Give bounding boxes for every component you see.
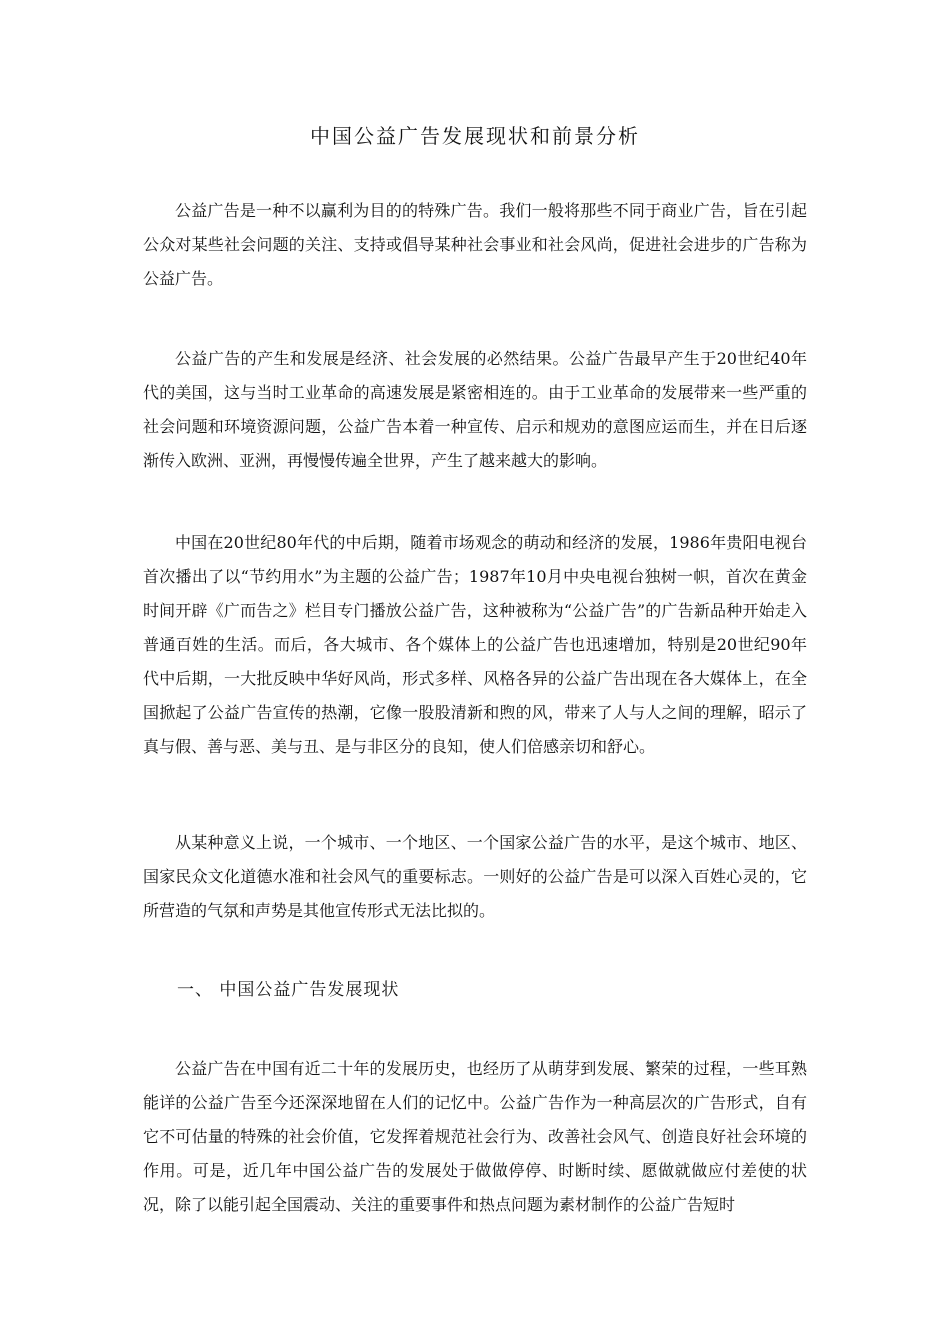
- paragraph-significance: 从某种意义上说，一个城市、一个地区、一个国家公益广告的水平，是这个城市、地区、国家民众文化道德水准和社会风气的重要标志。一则好的公益广告是可以深入百姓心灵的，它所营造的气氛和声势是其他宣传形式无法比拟的。: [143, 833, 807, 920]
- paragraph-definition: 公益广告是一种不以赢利为目的的特殊广告。我们一般将那些不同于商业广告，旨在引起公众对某些社会问题的关注、支持或倡导某种社会事业和社会风尚，促进社会进步的广告称为公益广告。: [143, 201, 807, 288]
- paragraph-current-status: 公益广告在中国有近二十年的发展历史，也经历了从萌芽到发展、繁荣的过程，一些耳熟能详的公益广告至今还深深地留在人们的记忆中。公益广告作为一种高层次的广告形式，自有它不可估量的特殊的社会价值，它发挥着规范社会行为、改善社会风气、创造良好社会环境的作用。可是，近几年中国公益广告的发展处于做做停停、时断时续、愿做就做应付差使的状况，除了以能引起全国震动、关注的重要事件和热点问题为素材制作的公益广告短时: [143, 1059, 807, 1214]
- document-title: 中国公益广告发展现状和前景分析: [310, 124, 640, 148]
- paragraph-origin: 公益广告的产生和发展是经济、社会发展的必然结果。公益广告最早产生于20世纪40年代的美国，这与当时工业革命的高速发展是紧密相连的。由于工业革命的发展带来一些严重的社会问题和环境资源问题，公益广告本着一种宣传、启示和规劝的意图应运而生，并在日后逐渐传入欧洲、亚洲，再慢慢传遍全世界，产生了越来越大的影响。: [143, 349, 807, 470]
- section-heading: 一、 中国公益广告发展现状: [177, 980, 400, 1000]
- paragraph-china-history: 中国在20世纪80年代的中后期，随着市场观念的萌动和经济的发展，1986年贵阳电视台首次播出了以“节约用水”为主题的公益广告；1987年10月中央电视台独树一帜，首次在黄金时间开辟《广而告之》栏目专门播放公益广告，这种被称为“公益广告”的广告新品种开始走入普通百姓的生活。而后，各大城市、各个媒体上的公益广告也迅速增加，特别是20世纪90年代中后期，一大批反映中华好风尚，形式多样、风格各异的公益广告出现在各大媒体上，在全国掀起了公益广告宣传的热潮，它像一股股清新和煦的风，带来了人与人之间的理解，昭示了真与假、善与恶、美与丑、是与非区分的良知，使人们倍感亲切和舒心。: [143, 533, 807, 756]
